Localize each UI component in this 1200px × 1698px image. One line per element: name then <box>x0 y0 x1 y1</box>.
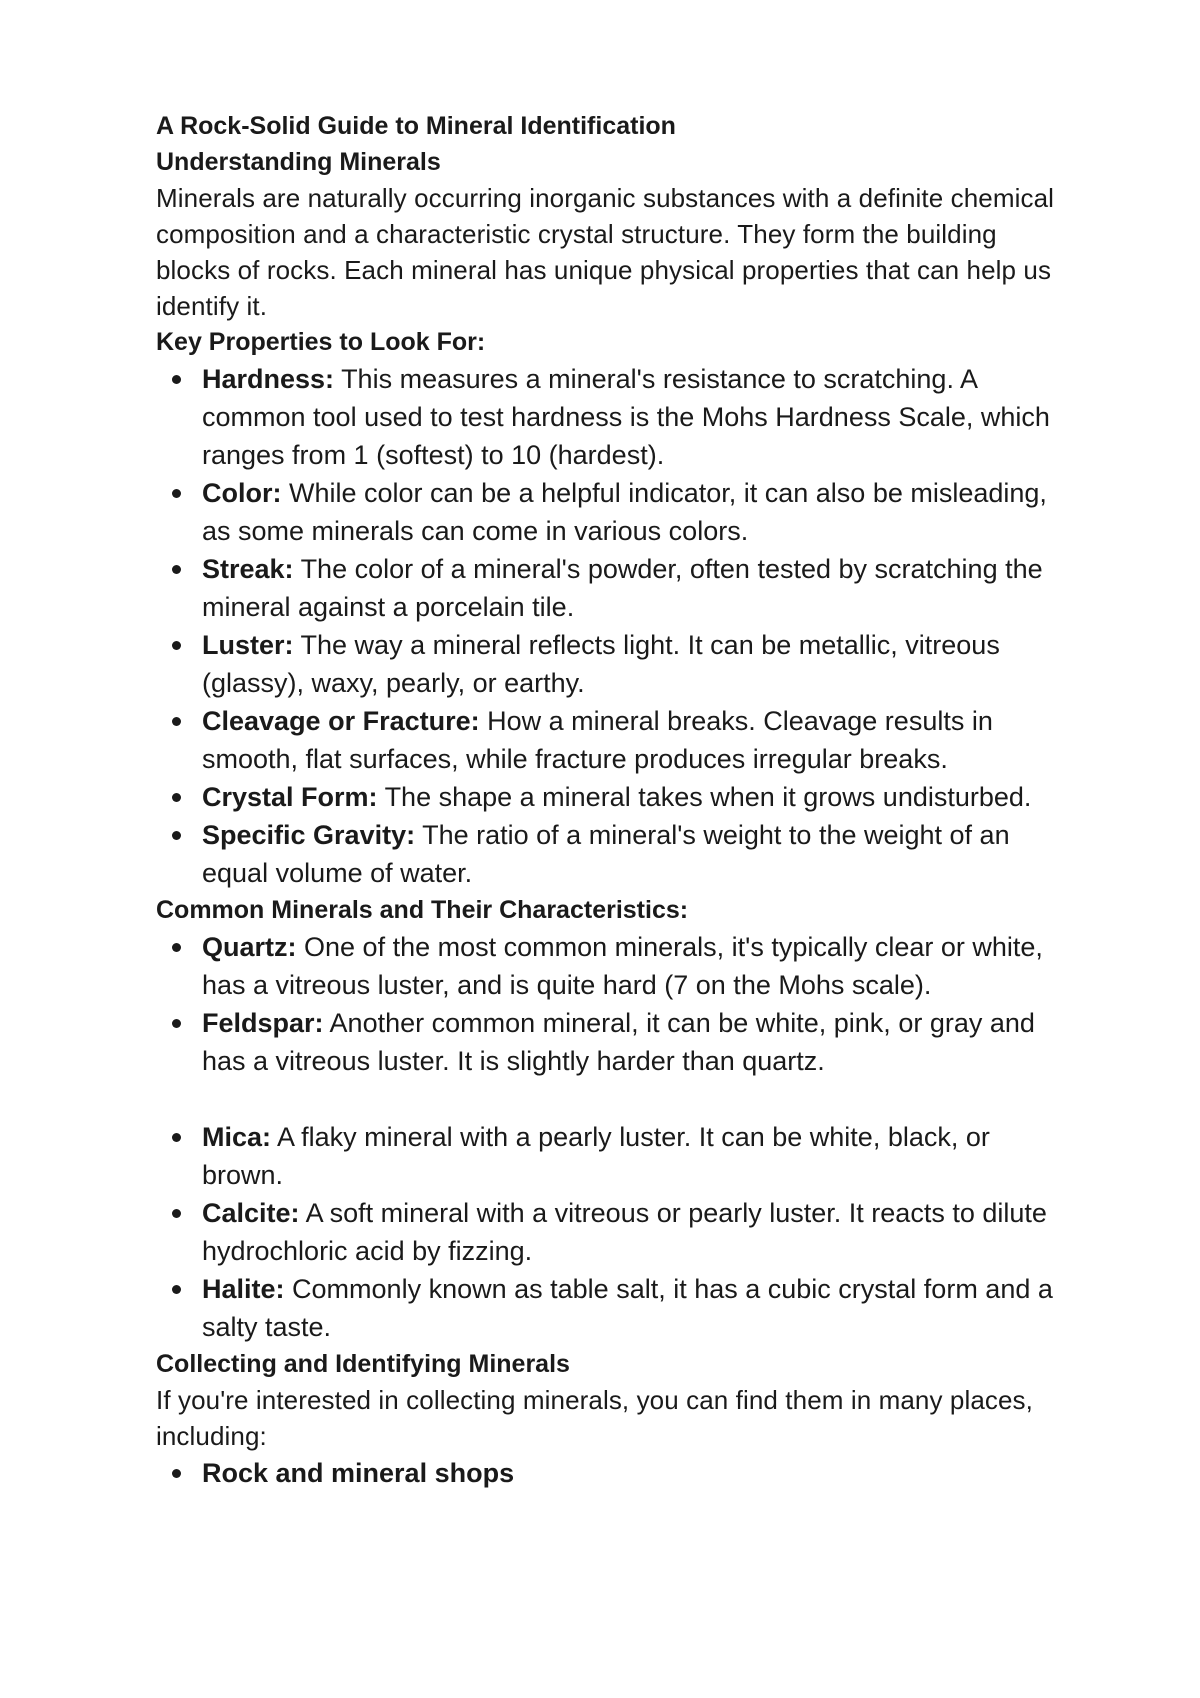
list-item-term: Rock and mineral shops <box>202 1458 515 1488</box>
list-item-term: Color: <box>202 478 282 508</box>
paragraph-collecting-minerals: If you're interested in collecting minerals, you can find them in many places, including: <box>156 1385 1033 1451</box>
list-item-text: A soft mineral with a vitreous or pearly luster. It reacts to dilute hydrochloric acid by fizzing. <box>202 1198 1047 1266</box>
list-item <box>156 928 1056 1004</box>
list-item-term: Specific Gravity: <box>202 820 416 850</box>
list-item-term: Crystal Form: <box>202 782 378 812</box>
list-item <box>156 550 1056 626</box>
bullet-icon <box>172 1019 181 1028</box>
list-item-text: Another common mineral, it can be white, pink, or gray and has a vitreous luster. It is slightly harder than quartz. <box>202 1008 1035 1076</box>
list-item-text: The way a mineral reflects light. It can be metallic, vitreous (glassy), waxy, pearly, or earthy. <box>202 630 1000 698</box>
list-item-term: Cleavage or Fracture: <box>202 706 480 736</box>
bullet-icon <box>172 375 181 384</box>
list-item <box>156 626 1056 702</box>
bullet-icon <box>172 1285 181 1294</box>
key-properties-list <box>156 360 1056 892</box>
common-minerals-list-continued <box>156 1118 1056 1346</box>
bullet-icon <box>172 641 181 650</box>
list-item-text: This measures a mineral's resistance to scratching. A common tool used to test hardness is the Mohs Hardness Scale, which ranges from 1 (softest) to 10 (hardest). <box>202 364 1050 470</box>
list-item <box>156 1194 1056 1270</box>
list-item-term: Feldspar: <box>202 1008 324 1038</box>
list-item-text: Commonly known as table salt, it has a cubic crystal form and a salty taste. <box>202 1274 1053 1342</box>
document-page <box>156 108 1056 1492</box>
list-item <box>156 1454 1056 1492</box>
list-item <box>156 1004 1056 1080</box>
list-item-text: One of the most common minerals, it's typically clear or white, has a vitreous luster, and is quite hard (7 on the Mohs scale). <box>202 932 1043 1000</box>
list-item-text: While color can be a helpful indicator, it can also be misleading, as some minerals can come in various colors. <box>202 478 1047 546</box>
list-item-text: The shape a mineral takes when it grows undisturbed. <box>384 782 1032 812</box>
bullet-icon <box>172 943 181 952</box>
section-heading-common-minerals: Common Minerals and Their Characteristics: <box>156 896 689 924</box>
common-minerals-list <box>156 928 1056 1080</box>
list-item <box>156 1118 1056 1194</box>
list-item <box>156 474 1056 550</box>
bullet-icon <box>172 793 181 802</box>
bullet-icon <box>172 717 181 726</box>
section-heading-collecting-minerals: Collecting and Identifying Minerals <box>156 1350 570 1378</box>
section-heading-key-properties: Key Properties to Look For: <box>156 328 486 356</box>
list-item-term: Hardness: <box>202 364 335 394</box>
section-heading-understanding-minerals: Understanding Minerals <box>156 148 441 176</box>
list-item-text: A flaky mineral with a pearly luster. It can be white, black, or brown. <box>202 1122 990 1190</box>
list-item-term: Luster: <box>202 630 294 660</box>
list-item-text: The ratio of a mineral's weight to the weight of an equal volume of water. <box>202 820 1010 888</box>
spacer <box>156 1080 1056 1118</box>
list-item <box>156 360 1056 474</box>
list-item <box>156 778 1056 816</box>
bullet-icon <box>172 565 181 574</box>
list-item <box>156 1270 1056 1346</box>
list-item-term: Halite: <box>202 1274 285 1304</box>
list-item-term: Calcite: <box>202 1198 300 1228</box>
collecting-places-list <box>156 1454 1056 1492</box>
bullet-icon <box>172 831 181 840</box>
list-item-text: The color of a mineral's powder, often tested by scratching the mineral against a porcelain tile. <box>202 554 1043 622</box>
list-item <box>156 702 1056 778</box>
list-item-term: Quartz: <box>202 932 297 962</box>
document-title: A Rock-Solid Guide to Mineral Identification <box>156 112 676 140</box>
list-item-term: Streak: <box>202 554 294 584</box>
list-item-text: How a mineral breaks. Cleavage results in smooth, flat surfaces, while fracture produces irregular breaks. <box>202 706 993 774</box>
bullet-icon <box>172 1133 181 1142</box>
bullet-icon <box>172 1209 181 1218</box>
bullet-icon <box>172 1469 181 1478</box>
paragraph-understanding-minerals: Minerals are naturally occurring inorganic substances with a definite chemical composition and a characteristic crystal structure. They form the building blocks of rocks. Each mineral has unique physical properties that can help us identify it. <box>156 183 1055 321</box>
list-item-term: Mica: <box>202 1122 272 1152</box>
bullet-icon <box>172 489 181 498</box>
list-item <box>156 816 1056 892</box>
